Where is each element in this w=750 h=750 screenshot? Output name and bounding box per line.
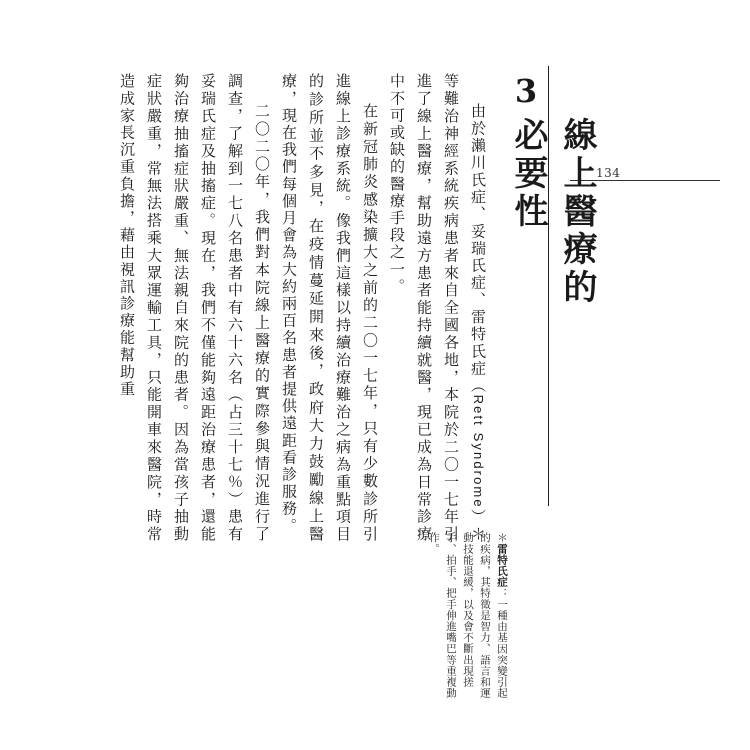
footnote-term: 雷特氏症 [496, 543, 508, 588]
paragraph-1-part-a: 由於瀨川氏症、妥瑞氏症、雷特氏症（ [469, 103, 487, 395]
paragraph-2: 在新冠肺炎感染擴大之前的二〇一七年，只有少數診所引進線上診療系統。像我們這樣以持續治療難治之病為重點項目的診所並不多見，在疫情蔓延開來後，政府大力鼓勵線上醫療，現在我們每個月會為大約兩百名患者提供遠距看診服務。 [280, 73, 379, 543]
paragraph-1-latin-term: Rett Syndrome [471, 394, 486, 509]
paragraph-3: 二〇二〇年，我們對本院線上醫療的實際參與情況進行了調查，了解到一七八名患者中有六十六名（占三十七％）患有妥瑞氏症及抽搐症。現在，我們不僅能夠遠距治療患者，還能夠治療抽搐症狀嚴重、無法親自來院的患者。因為當孩子抽動症狀嚴重，常無法搭乘大眾運輸工具，只能開車來醫院，時常造成家長沉重負擔，藉由視訊診療能幫助重 [118, 73, 271, 543]
chapter-heading [504, 72, 597, 317]
footnote [428, 532, 510, 702]
footnote-text: ：一種由基因突變引起的疾病，其特徵是智力、語言和運動技能退緩，以及會不斷出現搓手、拍手、把手伸進嘴巴等重複動作。 [428, 532, 508, 699]
title-divider-rule [548, 66, 549, 506]
page-number: 134 [596, 166, 621, 180]
paragraph-1 [383, 73, 492, 543]
chapter-title: 線上醫療的必要性 [508, 117, 597, 307]
body-text [118, 73, 492, 543]
footnote-marker: ＊ [496, 532, 508, 544]
chapter-number: 3 [514, 72, 538, 110]
paragraph-1-part-b: ）＊等難治神經系統疾病患者來自全國各地，本院於二〇一七年引進了線上醫療，幫助遠方患者能持續就醫，現已成為日常診療中不可或缺的醫療手段之一。 [388, 73, 487, 543]
